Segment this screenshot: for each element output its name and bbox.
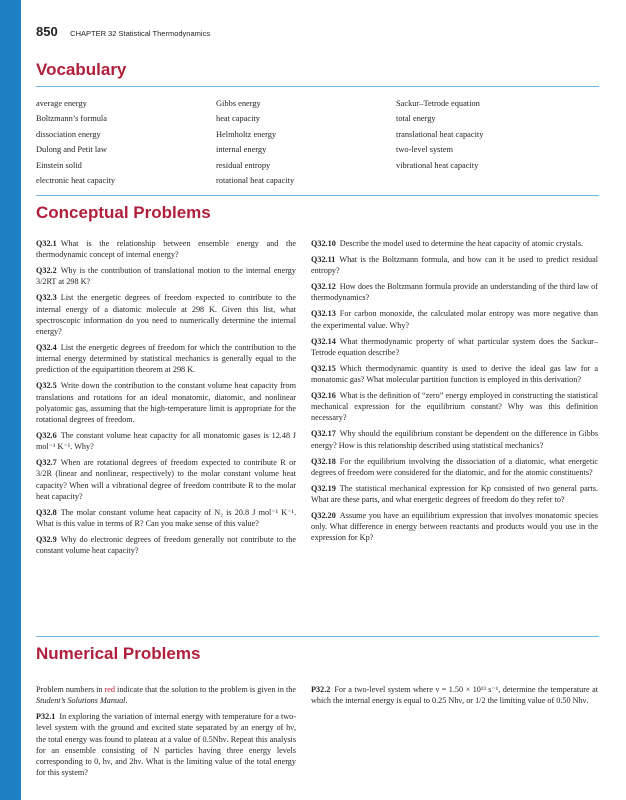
vocabulary-heading: Vocabulary — [36, 60, 127, 79]
page-number: 850 — [36, 24, 58, 39]
page-header — [36, 23, 210, 41]
vocab-term: Gibbs energy — [216, 99, 261, 108]
question: Q32.3 List the energetic degrees of freedom expected to contribute to the internal energy of a diatomic molecule at 298 K. Given this list, what spectroscopic information do you need to numerically determine the internal energy? — [36, 293, 296, 337]
question: Q32.18 For the equilibrium involving the dissociation of a diatomic, what energetic degrees of freedom were considered for the diatomic, and for the atomic constituents? — [311, 456, 598, 477]
conceptual-column-right — [311, 238, 598, 548]
vocab-column — [216, 96, 396, 188]
question: Q32.8 The molar constant volume heat capacity of N₂ is 20.8 J mol⁻¹ K⁻¹. What is this value in terms of R? Can you make sense of this value? — [36, 507, 296, 529]
question: Q32.13 For carbon monoxide, the calculated molar entropy was more negative than the experimental value. Why? — [311, 309, 598, 330]
vocab-term: electronic heat capacity — [36, 176, 116, 186]
vocab-term: Boltzmann’s formula — [36, 114, 107, 124]
vocab-term: dissociation energy — [36, 129, 101, 139]
vocab-term: translational heat capacity — [396, 129, 484, 139]
question: Q32.2 Why is the contribution of translational motion to the internal energy 3/2RT at 298 K? — [36, 266, 296, 287]
question: Q32.4 List the energetic degrees of freedom for which the contribution to the internal energy determined by statistical mechanics is generally equal to the prediction of the equipartition theorem at 298 K. — [36, 343, 296, 375]
numerical-column-right — [311, 684, 598, 711]
question: Q32.11 What is the Boltzmann formula, and how can it be used to predict residual entropy? — [311, 255, 598, 276]
vocab-term: rotational heat capacity — [216, 176, 295, 186]
sidebar-strip — [0, 0, 21, 800]
question: Q32.5 Write down the contribution to the constant volume heat capacity from translations and rotations for an ideal monatomic, diatomic, and nonlinear polyatomic gas, assuming that the high-temperature limit is appropriate for the rotational degrees of freedom. — [36, 381, 296, 425]
chapter-title: CHAPTER 32 Statistical Thermodynamics — [70, 29, 211, 38]
vocab-term: average energy — [36, 99, 87, 108]
numerical-heading: Numerical Problems — [36, 644, 201, 663]
numerical-column-left — [36, 684, 296, 783]
vocab-term: two-level system — [396, 145, 453, 155]
conceptual-column-left — [36, 238, 296, 561]
red-word: red — [104, 685, 115, 694]
question: Q32.15 Which thermodynamic quantity is used to derive the ideal gas law for a monatomic gas? What molecular partition function is employed in this derivation? — [311, 363, 598, 385]
question: Q32.12 How does the Boltzmann formula provide an understanding of the third law of thermodynamics? — [311, 282, 598, 303]
vocab-term: heat capacity — [216, 114, 260, 124]
section-rule — [36, 86, 599, 87]
vocab-term: Dulong and Petit law — [36, 145, 107, 155]
vocab-term: total energy — [396, 114, 436, 124]
problem: P32.2 For a two-level system where ν = 1.50 × 10¹³ s⁻¹, determine the temperature at which the internal energy is equal to 0.25 Nhν, or 1/2 the limiting value of 0.50 Nhν. — [311, 685, 598, 706]
vocab-term: vibrational heat capacity — [396, 160, 479, 170]
numerical-intro: Problem numbers in red indicate that the solution to the problem is given in the Student’s Solutions Manual. — [36, 685, 296, 706]
vocab-term: residual entropy — [216, 160, 271, 170]
question: Q32.6 The constant volume heat capacity for all monatomic gases is 12.48 J mol⁻¹ K⁻¹. Why? — [36, 431, 296, 452]
vocab-term: internal energy — [216, 145, 267, 155]
question: Q32.1 What is the relationship between ensemble energy and the thermodynamic concept of internal energy? — [36, 239, 296, 260]
vocab-term: Helmholtz energy — [216, 129, 277, 139]
vocab-column — [36, 96, 216, 188]
question: Q32.9 Why do electronic degrees of freedom generally not contribute to the constant volume heat capacity? — [36, 535, 296, 556]
section-rule — [36, 636, 599, 637]
question: Q32.14 What thermodynamic property of what particular system does the Sackur–Tetrode equation describe? — [311, 336, 598, 357]
conceptual-heading: Conceptual Problems — [36, 203, 211, 222]
question: Q32.7 When are rotational degrees of freedom expected to contribute R or 3/2R (linear and nonlinear, respectively) to the molar constant volume heat capacity? When will a vibrational degree of freedom contribute R to the molar heat capacity? — [36, 458, 296, 501]
vocab-column — [396, 96, 596, 188]
question: Q32.20 Assume you have an equilibrium expression that involves monatomic species only. What difference in energy between reactants and products would you use in the expression for Kp? — [311, 511, 598, 543]
vocabulary-list — [36, 96, 599, 188]
question: Q32.16 What is the definition of “zero” energy employed in constructing the statistical mechanical expression for the equilibrium constant? Why was this definition necessary? — [311, 391, 598, 423]
question: Q32.19 The statistical mechanical expression for Kp consisted of two general parts. What are these parts, and what energetic degrees of freedom do they refer to? — [311, 483, 598, 505]
problem: P32.1 In exploring the variation of internal energy with temperature for a two-level system with the ground and excited state separated by an energy of hν, the total energy was found to plateau at a value of 0.5Nhν. Repeat this analysis for an ensemble consisting of N particles having three energy levels corresponding to 0, hν, and 2hν. What is the limiting value of the total energy for this system? — [36, 712, 296, 778]
vocab-term: Sackur–Tetrode equation — [396, 99, 480, 108]
vocab-term: Einstein solid — [36, 160, 82, 170]
question: Q32.17 Why should the equilibrium constant be dependent on the difference in Gibbs energy? How is this relationship described using statistical mechanics? — [311, 429, 598, 450]
question: Q32.10 Describe the model used to determine the heat capacity of atomic crystals. — [311, 239, 584, 248]
solutions-manual-title: Student’s Solutions Manual — [36, 696, 126, 706]
section-rule — [36, 195, 599, 196]
